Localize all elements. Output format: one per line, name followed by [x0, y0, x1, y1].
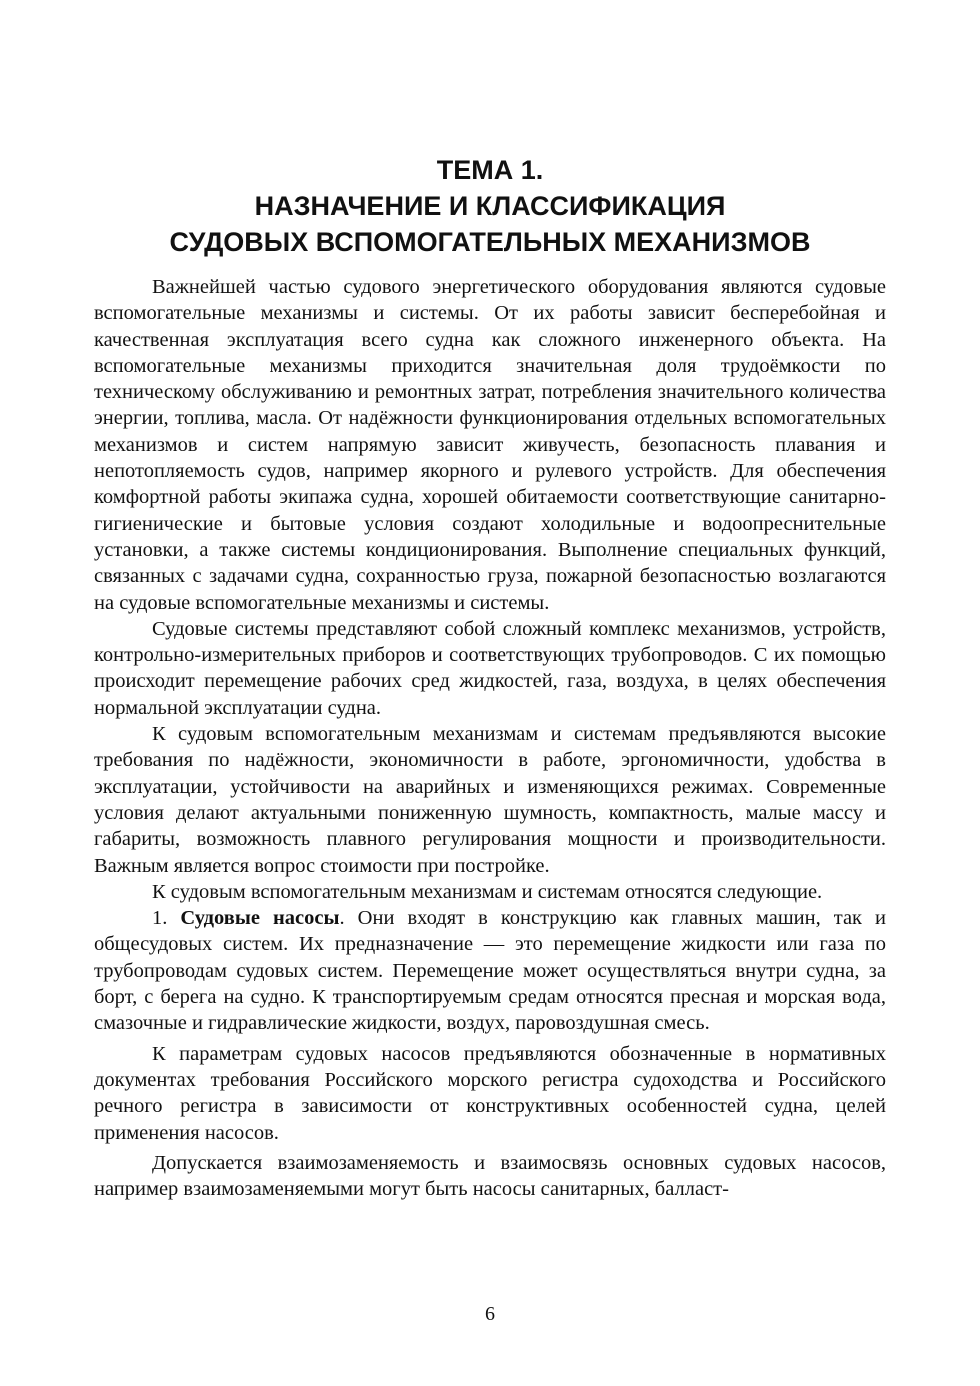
- paragraph-list-intro: К судовым вспомогательным механизмам и системам относятся следующие.: [152, 880, 823, 903]
- list-item-pumps: [94, 905, 886, 1036]
- paragraph-requirements: К судовым вспомогательным механизмам и системам предъявляются высокие требования по надёжности, экономичности в работе, эргономичности, удобства в эксплуатации, устойчивости на аварийных и изменяющихся режимах. Современные условия делают актуальными пониженную шумность, компактность, малые массу и габариты, возможность плавного регулирования мощности и производительности. Важным является вопрос стоимости при постройке.: [94, 723, 886, 877]
- paragraph-intro: Важнейшей частью судового энергетического оборудования являются судовые вспомогательные механизмы и системы. От их работы зависит бесперебойная и качественная эксплуатация всего судна как сложного инженерного объекта. На вспомогательные механизмы приходится значительная доля трудоёмкости по техническому обслуживанию и ремонтных затрат, потребления значительного количества энергии, топлива, масла. От надёжности функционирования отдельных вспомогательных механизмов и систем напрямую зависит живучесть, безопасность плавания и непотопляемость судов, например якорного и рулевого устройств. Для обеспечения комфортной работы экипажа судна, хорошей обитаемости соответствующие санитарно-гигиенические и бытовые условия создают холодильные и водоопреснительные установки, а также системы кондиционирования. Выполнение специальных функций, связанных с задачами судна, сохранностью груза, пожарной безопасностью возлагаются на судовые вспомогательные механизмы и системы.: [94, 276, 886, 614]
- chapter-title-line-1: НАЗНАЧЕНИЕ И КЛАССИФИКАЦИЯ: [254, 191, 726, 221]
- list-item-text: . Они входят в конструкцию как главных машин, так и общесудовых систем. Их предназначение — это перемещение жидкости или газа по трубопроводам судовых систем. Перемещение может осуществляться внутри судна, за борт, с берега на судно. К транспортируемым средам относятся пресная и морская вода, смазочные и гидравлические жидкости, воздух, паровоздушная смесь.: [94, 907, 887, 1035]
- page-number: 6: [485, 1303, 495, 1325]
- paragraph-systems: Судовые системы представляют собой сложный комплекс механизмов, устройств, контрольно-измерительных приборов и соответствующих трубопроводов. С их помощью происходит перемещение рабочих сред жидкостей, газа, воздуха, в целях обеспечения нормальной эксплуатации судна.: [94, 617, 886, 719]
- paragraph-interchangeability: Допускается взаимозаменяемость и взаимосвязь основных судовых насосов, например взаимозаменяемыми могут быть насосы санитарных, балласт-: [94, 1151, 886, 1201]
- body-text: [94, 274, 886, 1202]
- chapter-number-heading: ТЕМА 1.: [436, 155, 544, 185]
- list-item-term: Судовые насосы: [180, 907, 340, 930]
- paragraph-pump-parameters: К параметрам судовых насосов предъявляются обозначенные в нормативных документах требования Российского морского регистра судоходства и Российского речного регистра в зависимости от конструктивных особенностей судна, целей применения насосов.: [94, 1042, 886, 1144]
- chapter-title-line-2: СУДОВЫХ ВСПОМОГАТЕЛЬНЫХ МЕХАНИЗМОВ: [169, 227, 811, 257]
- list-item-number: 1.: [152, 907, 168, 930]
